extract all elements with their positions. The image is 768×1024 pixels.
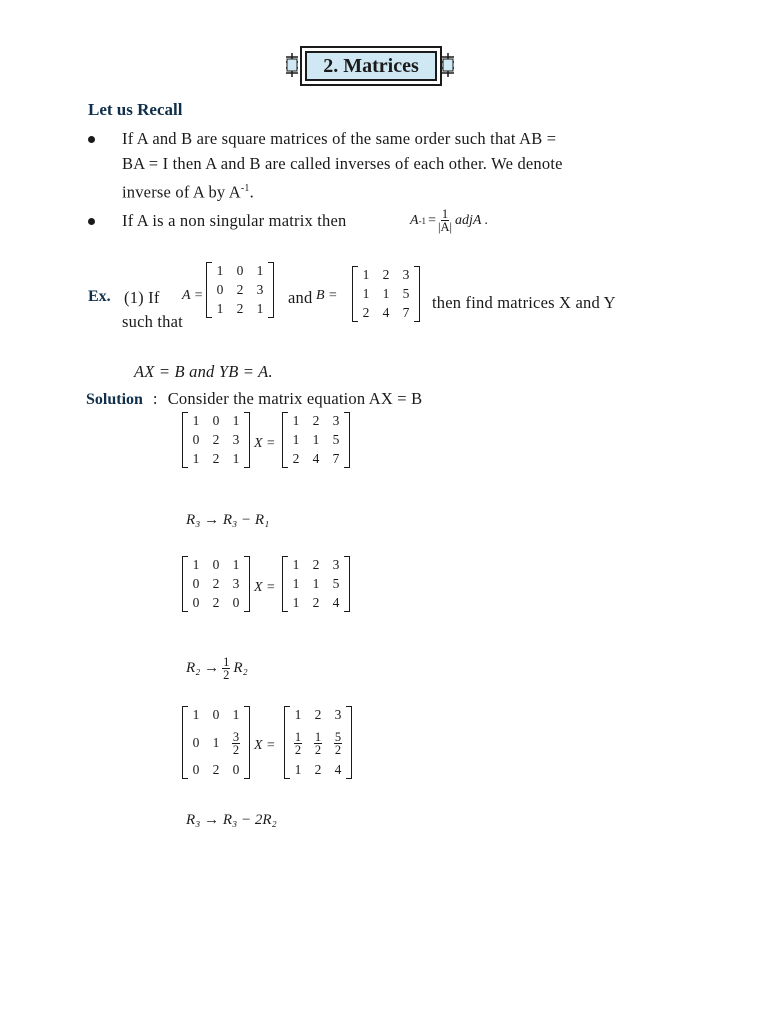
matrix-b-name: B = [316,288,338,303]
matrix-cell: 3 [402,267,410,282]
recall-line-1: If A and B are square matrices of the same order such that AB = [122,129,557,148]
matrix-cell: 1 [232,413,240,428]
matrix-cell: 1 [292,413,300,428]
matrix-cell: 2 [212,576,220,591]
step2-equals: X = [254,580,276,595]
step1-equals: X = [254,436,276,451]
matrix-cell: 3 [332,557,340,572]
recall-line-3: inverse of A by $A^{-1}$. [122,182,254,202]
such-that-text: such that [122,312,183,331]
matrix-b [352,266,420,322]
row-operation-2: R₂ → $\frac{1}{2}$ R₂ [186,655,248,682]
matrix-cell: 5 [402,286,410,301]
step3-left-matrix: 1 0 1 0 1 $\frac{3}{2}$ 0 2 0 [182,706,250,779]
matrix-cell: 7 [402,305,410,320]
matrix-cell: 0 [236,263,244,278]
title-ornament-right-icon [440,52,456,78]
chapter-title: 2. Matrices [300,46,442,86]
and-text: and [288,288,313,307]
matrix-cell: 2 [236,301,244,316]
matrix-cell: 4 [312,451,320,466]
step3-equals: X = [254,738,276,753]
matrix-cell: 1 [362,286,370,301]
matrix-cell: 1 [232,557,240,572]
matrix-cell: 1 [292,557,300,572]
matrix-cell: 1 [292,576,300,591]
matrix-cell: 1 [382,286,390,301]
example-question: then find matrices X and Y [432,293,616,312]
matrix-cell: 2 [312,595,320,610]
title-ornament-left-icon [284,52,300,78]
formula-fraction: $\frac{1}{|A|}$ [437,207,453,234]
matrix-cell: 0 [212,557,220,572]
matrix-cell: 2 [212,595,220,610]
matrix-cell: 0 [232,595,240,610]
matrix-cell: 0 [192,595,200,610]
matrix-cell: 3 [232,432,240,447]
matrix-cell: 3 [256,282,264,297]
recall-bullet-2: If A is a non singular matrix then [122,211,347,230]
step1-right-matrix [282,412,350,468]
matrix-cell: 3 [332,413,340,428]
matrix-cell: 1 [312,432,320,447]
example-label: Ex. [88,288,111,305]
matrix-cell: 2 [212,432,220,447]
matrix-cell: 1 [192,413,200,428]
matrix-cell: 2 [236,282,244,297]
row-operation-3: R₃ → R₃ − 2R₂ [186,812,277,828]
step2-left-matrix [182,556,250,612]
matrix-cell: 2 [382,267,390,282]
recall-bullet-1 [122,126,658,205]
matrix-cell: 5 [332,576,340,591]
matrix-cell: 2 [312,413,320,428]
matrix-a-name: A = [182,288,204,303]
step3-right-matrix: 1 2 3 $\frac{1}{2}$ $\frac{1}{2}$ $\frac{5}{2}$ 1 2 4 [284,706,352,779]
matrix-cell: 1 [216,301,224,316]
bullet-icon [88,136,95,143]
matrix-cell: 1 [292,432,300,447]
matrix-cell: 1 [312,576,320,591]
matrix-cell: 0 [192,576,200,591]
recall-line-2: BA = I then A and B are called inverses of each other. We denote [122,154,563,173]
matrix-cell: 5 [332,432,340,447]
matrix-cell: 0 [216,282,224,297]
matrix-cell: 3 [232,576,240,591]
example-number: (1) If [124,288,160,307]
matrix-cell: 1 [216,263,224,278]
matrix-cell: 2 [312,557,320,572]
row-operation-1: R₃ → R₃ − R₁ [186,512,270,528]
section-heading: Let us Recall [88,100,183,119]
matrix-cell: 1 [192,557,200,572]
matrix-cell: 1 [232,451,240,466]
matrix-cell: 1 [256,301,264,316]
solution-heading: Solution : Consider the matrix equation AX = B [86,389,423,408]
matrix-cell: 4 [382,305,390,320]
matrix-cell: 4 [332,595,340,610]
matrix-cell: 1 [192,451,200,466]
inverse-formula: A -1 = $\frac{1}{|A|}$ adjA . [410,207,489,234]
matrix-cell: 2 [362,305,370,320]
matrix-cell: 7 [332,451,340,466]
matrix-cell: 2 [292,451,300,466]
matrix-cell: 1 [362,267,370,282]
bullet-icon [88,218,95,225]
matrix-cell: 2 [212,451,220,466]
step1-left-matrix [182,412,250,468]
matrix-a [206,262,274,318]
example-condition: AX = B and YB = A. [134,362,273,381]
matrix-cell: 0 [212,413,220,428]
matrix-cell: 0 [192,432,200,447]
matrix-cell: 1 [256,263,264,278]
matrix-cell: 1 [292,595,300,610]
step2-right-matrix [282,556,350,612]
